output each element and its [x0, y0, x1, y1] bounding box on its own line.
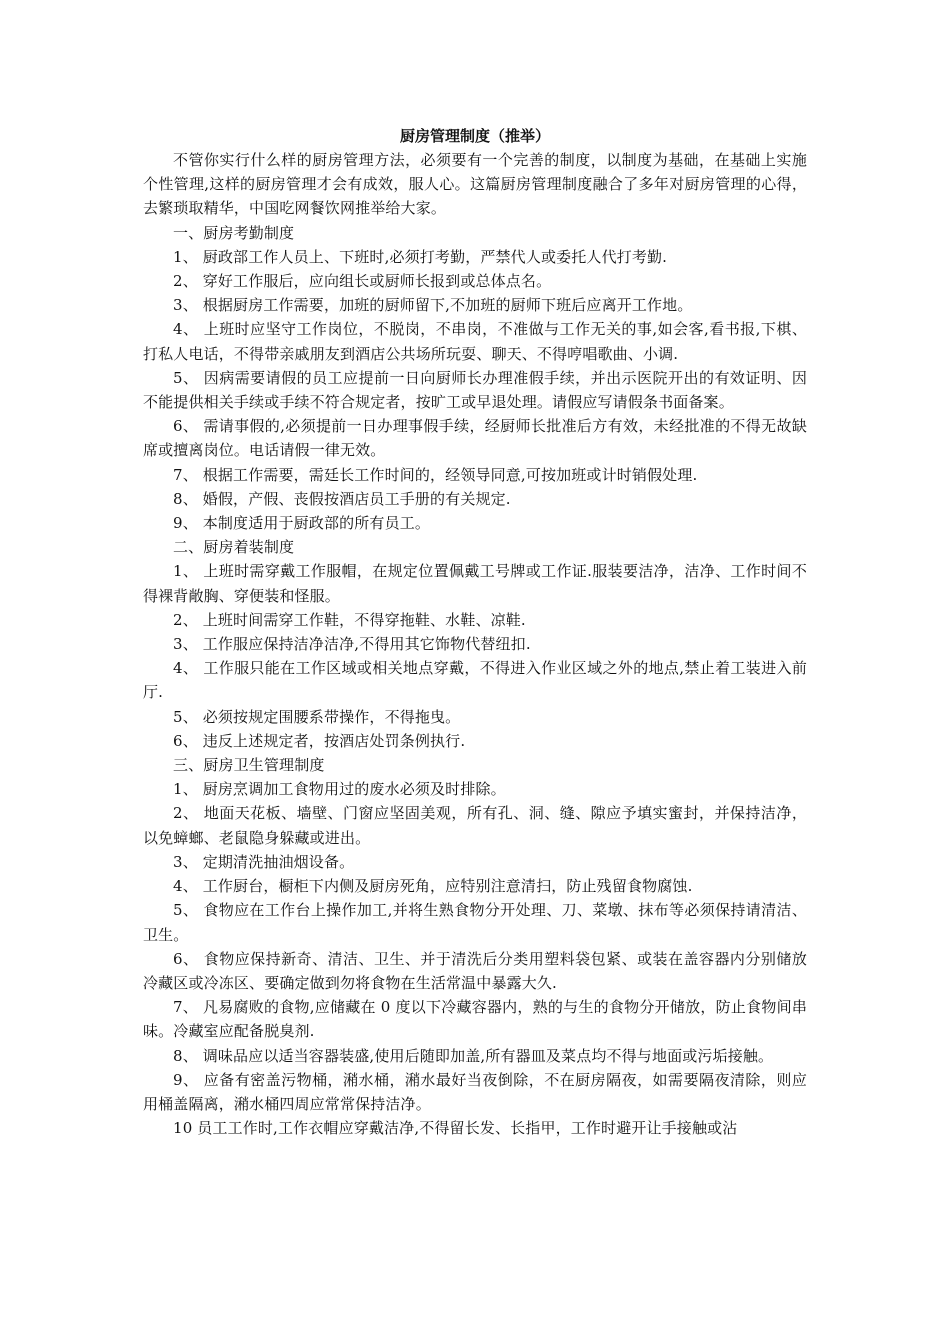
intro-paragraph: 不管你实行什么样的厨房管理方法，必须要有一个完善的制度，以制度为基础，在基础上实施个性管理,这样的厨房管理才会有成效，服人心。这篇厨房管理制度融合了多年对厨房管理的心得，去繁琐取精华，中国吃网餐饮网推举给大家。: [143, 151, 807, 218]
attendance-rule-9: 9、 本制度适用于厨政部的所有员工。: [173, 514, 431, 533]
hygiene-rule-8: 8、 调味品应以适当容器装盛,使用后随即加盖,所有器皿及菜点均不得与地面或污垢接触。: [173, 1046, 774, 1065]
hygiene-rule-3: 3、 定期清洗抽油烟设备。: [173, 852, 355, 871]
hygiene-rule-10: 10 员工工作时,工作衣帽应穿戴洁净,不得留长发、长指甲，工作时避开让手接触或沾: [173, 1119, 738, 1138]
attendance-rule-3: 3、 根据厨房工作需要，加班的厨师留下,不加班的厨师下班后应离开工作地。: [173, 296, 693, 315]
document-title: 厨房管理制度（推举）: [399, 127, 550, 145]
attendance-rule-5: 5、 因病需要请假的员工应提前一日向厨师长办理准假手续，并出示医院开出的有效证明、因不能提供相关手续或手续不符合规定者，按旷工或早退处理。请假应写请假条书面备案。: [143, 368, 807, 412]
attendance-rule-4: 4、 上班时应坚守工作岗位，不脱岗，不串岗，不准做与工作无关的事,如会客,看书报,下棋、打私人电话，不得带亲戚朋友到酒店公共场所玩耍、聊天、不得哼唱歌曲、小调.: [143, 320, 807, 363]
section-heading-dress: 二、厨房着装制度: [173, 538, 295, 557]
hygiene-rule-7: 7、 凡易腐败的食物,应储藏在 0 度以下冷藏容器内，熟的与生的食物分开储放，防止食物间串味。冷藏室应配备脱臭剂.: [143, 998, 807, 1041]
document-page: [143, 124, 807, 1140]
attendance-rule-6: 6、 需请事假的,必须提前一日办理事假手续，经厨师长批准后方有效，未经批准的不得无故缺席或擅离岗位。电话请假一律无效。: [143, 417, 807, 460]
attendance-rule-1: 1、 厨政部工作人员上、下班时,必须打考勤，严禁代人或委托人代打考勤.: [173, 247, 668, 266]
hygiene-rule-1: 1、 厨房烹调加工食物用过的废水必须及时排除。: [173, 780, 506, 799]
attendance-rule-8: 8、 婚假，产假、丧假按酒店员工手册的有关规定.: [173, 489, 511, 508]
dress-rule-2: 2、 上班时间需穿工作鞋，不得穿拖鞋、水鞋、凉鞋.: [173, 610, 526, 629]
hygiene-rule-2: 2、 地面天花板、墙壁、门窗应坚固美观，所有孔、洞、缝、隙应予填实蜜封，并保持洁净，以免蟑螂、老鼠隐身躲藏或进出。: [143, 804, 807, 847]
dress-rule-3: 3、 工作服应保持洁净洁净,不得用其它饰物代替纽扣.: [173, 635, 531, 654]
section-heading-hygiene: 三、厨房卫生管理制度: [173, 756, 325, 775]
dress-rule-5: 5、 必须按规定围腰系带操作，不得拖曳。: [173, 707, 461, 726]
hygiene-rule-6: 6、 食物应保持新奇、清洁、卫生、并于清洗后分类用塑料袋包紧、或装在盖容器内分别储放冷藏区或冷冻区、要确定做到勿将食物在生活常温中暴露大久.: [143, 949, 807, 992]
attendance-rule-7: 7、 根据工作需要，需廷长工作时间的，经领导同意,可按加班或计时销假处理.: [173, 465, 698, 484]
hygiene-rule-9: 9、 应备有密盖污物桶，潲水桶，潲水最好当夜倒除，不在厨房隔夜，如需要隔夜清除，则应用桶盖隔离，潲水桶四周应常常保持洁净。: [143, 1070, 807, 1113]
hygiene-rule-5: 5、 食物应在工作台上操作加工,并将生熟食物分开处理、刀、菜墩、抹布等必须保持请清洁、卫生。: [143, 901, 807, 944]
hygiene-rule-4: 4、 工作厨台，橱柜下内侧及厨房死角，应特别注意清扫，防止残留食物腐蚀.: [173, 877, 693, 896]
dress-rule-4: 4、 工作服只能在工作区域或相关地点穿戴，不得进入作业区域之外的地点,禁止着工装进入前厅.: [143, 659, 807, 702]
dress-rule-1: 1、 上班时需穿戴工作服帽，在规定位置佩戴工号牌或工作证.服装要洁净，洁净、工作时间不得裸背敞胸、穿便装和怪服。: [143, 562, 807, 605]
attendance-rule-2: 2、 穿好工作服后，应向组长或厨师长报到或总体点名。: [173, 272, 552, 291]
section-heading-attendance: 一、厨房考勤制度: [173, 223, 295, 242]
dress-rule-6: 6、 违反上述规定者，按酒店处罚条例执行.: [173, 731, 466, 750]
